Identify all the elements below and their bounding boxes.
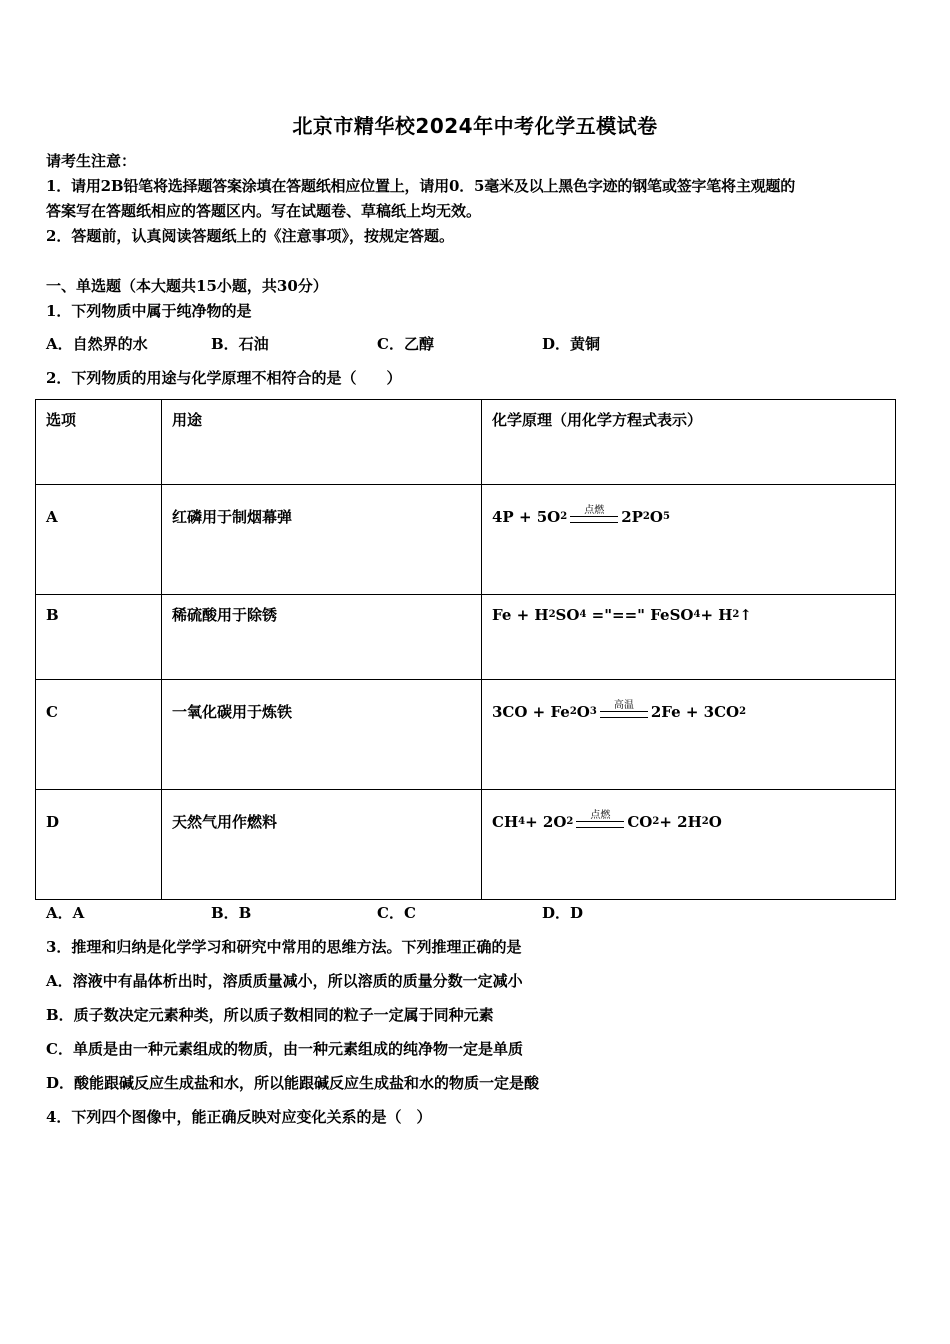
question-1-option-d: D．黄铜: [542, 335, 601, 353]
double-line-icon: [576, 821, 624, 828]
question-3-option-b: B．质子数决定元素种类，所以质子数相同的粒子一定属于同种元素: [46, 1006, 494, 1024]
question-4-stem: 4．下列四个图像中，能正确反映对应变化关系的是（ ）: [46, 1108, 432, 1126]
notice-line-2: 2．答题前，认真阅读答题纸上的《注意事项》，按规定答题。: [46, 227, 454, 245]
row-b-option: B: [36, 595, 162, 680]
question-3-option-c: C．单质是由一种元素组成的物质，由一种元素组成的纯净物一定是单质: [46, 1040, 523, 1058]
row-c-equation: 3CO + Fe 2 O 3 高温 2Fe + 3CO 2: [482, 680, 896, 790]
question-1-option-b: B．石油: [211, 335, 269, 353]
reaction-condition: 高温: [600, 701, 648, 718]
question-1-stem: 1．下列物质中属于纯净物的是: [46, 302, 252, 320]
question-3-option-a: A．溶液中有晶体析出时，溶质质量减小，所以溶质的质量分数一定减小: [46, 972, 523, 990]
double-line-icon: [600, 711, 648, 718]
row-d-option: D: [36, 790, 162, 900]
table-header-use: 用途: [162, 400, 482, 485]
row-d-use: 天然气用作燃料: [162, 790, 482, 900]
section-heading: 一、单选题（本大题共15小题，共30分）: [46, 277, 328, 295]
notice-line-1: 1．请用2B铅笔将选择题答案涂填在答题纸相应位置上，请用0．5毫米及以上黑色字迹的钢笔或签字笔将主观题的: [46, 177, 796, 195]
table-row: [36, 680, 896, 790]
row-c-option: C: [36, 680, 162, 790]
row-b-equation: Fe + H 2 SO 4 ="==" FeSO 4 + H 2 ↑: [482, 595, 896, 680]
question-2-option-c: C．C: [377, 904, 416, 922]
question-2-option-d: D．D: [542, 904, 584, 922]
question-3-stem: 3．推理和归纳是化学学习和研究中常用的思维方法。下列推理正确的是: [46, 938, 522, 956]
table-header-principle: 化学原理（用化学方程式表示）: [482, 400, 896, 485]
question-2-option-a: A．A: [46, 904, 85, 922]
double-line-icon: [570, 516, 618, 523]
row-d-equation: CH 4 + 2O 2 点燃 CO 2 + 2H 2 O: [482, 790, 896, 900]
table-row: [36, 595, 896, 680]
row-b-use: 稀硫酸用于除锈: [162, 595, 482, 680]
table-row: [36, 485, 896, 595]
row-a-equation: 4P + 5O 2 点燃 2P 2 O 5: [482, 485, 896, 595]
question-3-option-d: D．酸能跟碱反应生成盐和水，所以能跟碱反应生成盐和水的物质一定是酸: [46, 1074, 540, 1092]
table-header-option: 选项: [36, 400, 162, 485]
table-header-row: [36, 400, 896, 485]
question-1-option-c: C．乙醇: [377, 335, 434, 353]
question-2-stem: 2．下列物质的用途与化学原理不相符合的是（ ）: [46, 369, 402, 387]
row-a-use: 红磷用于制烟幕弹: [162, 485, 482, 595]
row-c-use: 一氧化碳用于炼铁: [162, 680, 482, 790]
question-2-table: [35, 399, 896, 900]
table-row: [36, 790, 896, 900]
question-1-option-a: A．自然界的水: [46, 335, 148, 353]
question-2-option-b: B．B: [211, 904, 252, 922]
notice-line-1b: 答案写在答题纸相应的答题区内。写在试题卷、草稿纸上均无效。: [46, 202, 482, 220]
reaction-condition: 点燃: [570, 506, 618, 523]
reaction-condition: 点燃: [576, 811, 624, 828]
notice-heading: 请考生注意：: [46, 152, 137, 170]
page-title: 北京市精华校2024年中考化学五模试卷: [292, 114, 658, 138]
row-a-option: A: [36, 485, 162, 595]
